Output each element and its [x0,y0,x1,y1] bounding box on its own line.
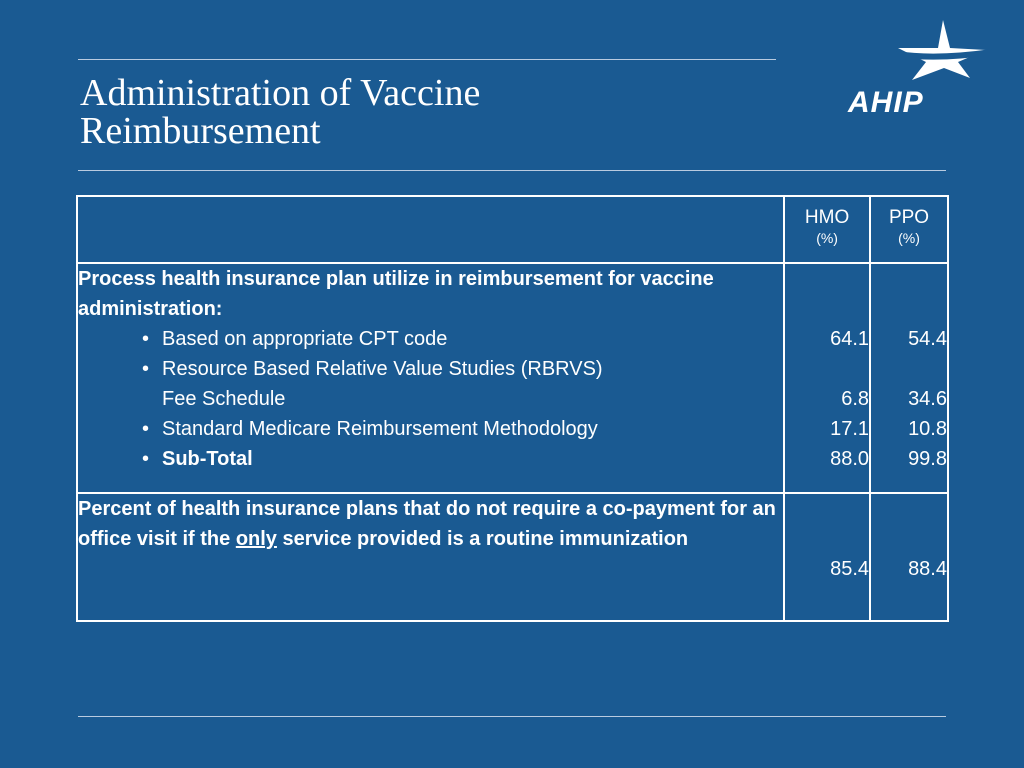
slide-title-line-1: Administration of Vaccine [80,72,481,114]
ppo-value: 34.6 [908,388,947,410]
table-header-row [77,196,948,263]
row2-text-before: Percent of health insurance plans that do not require a co-payment for an office visit if the [78,498,776,550]
slide-title-line-2: Reimbursement [80,110,321,152]
row1-description [77,263,784,493]
list-item [78,444,783,474]
slide-title [80,74,720,150]
bullet-icon: • [142,448,150,470]
ppo-value: 10.8 [908,418,947,440]
header-ppo [870,196,948,263]
row2-text-emphasis: only [235,528,277,550]
hmo-column-unit: (%) [816,230,838,246]
star-logo-icon [846,18,996,88]
row2-ppo-values [870,493,948,621]
hmo-value: 64.1 [830,328,870,350]
list-item [78,354,783,414]
header-hmo [784,196,870,263]
row1-ppo-values [870,263,948,493]
ppo-value: 88.4 [908,558,947,580]
row1-bullet-list [78,324,783,474]
reimbursement-table [76,195,949,622]
item-label: Resource Based Relative Value Studies (RBRVS) [162,358,603,380]
hmo-value: 17.1 [830,418,870,440]
bullet-icon: • [142,328,150,350]
hmo-column-name: HMO [804,207,850,228]
item-label-continued: Fee Schedule [162,388,286,410]
hmo-value: 85.4 [830,558,870,580]
ppo-value: 54.4 [908,328,947,350]
hmo-value: 6.8 [841,388,870,410]
ppo-column-unit: (%) [898,230,920,246]
list-item [78,324,783,354]
ppo-column-name: PPO [888,207,930,228]
ahip-logo [846,18,996,119]
bullet-icon: • [142,358,150,380]
row1-heading: Process health insurance plan utilize in reimbursement for vaccine administration: [78,268,714,320]
row2-description [77,493,784,621]
item-label: Based on appropriate CPT code [162,328,448,350]
table-row [77,263,948,493]
row2-text-after: service provided is a routine immunization [276,528,689,550]
ppo-value: 99.8 [908,448,947,470]
subtotal-label: Sub-Total [162,448,253,470]
row1-hmo-values [784,263,870,493]
item-label: Standard Medicare Reimbursement Methodology [162,418,598,440]
list-item [78,414,783,444]
header-empty-cell [77,196,784,263]
bottom-divider [78,716,946,717]
row2-hmo-values [784,493,870,621]
top-divider [78,59,776,60]
middle-divider [78,170,946,171]
table-row [77,493,948,621]
logo-text: AHIP [848,86,924,119]
bullet-icon: • [142,418,150,440]
hmo-value: 88.0 [830,448,870,470]
